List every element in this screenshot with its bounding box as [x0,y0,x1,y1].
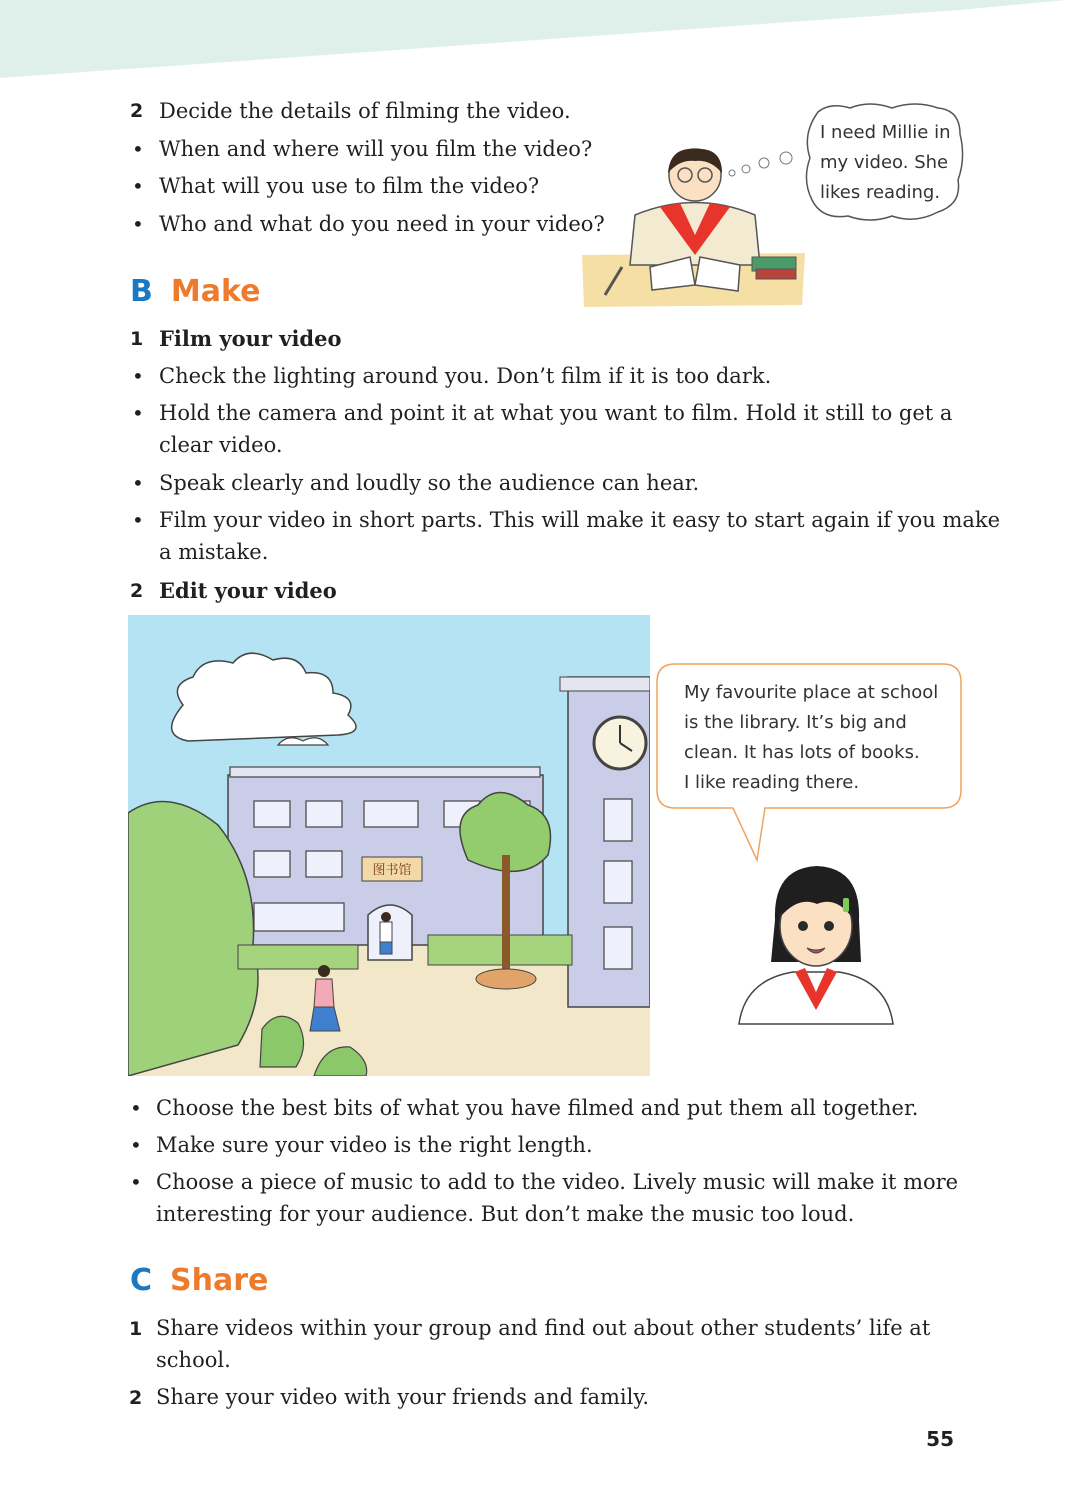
step-text: Decide the details of filming the video. [159,99,571,123]
step-title: Film your video [159,326,342,351]
step-number: 2 [130,580,144,602]
header-band [0,0,1066,80]
list-item-continuation: clear video. [159,433,283,457]
speech-line: I like reading there. [684,772,860,793]
bullet: • [132,508,144,532]
bullet: • [130,1170,142,1194]
step-text: Share your video with your friends and family. [156,1385,650,1409]
thought-line: my video. She [820,152,949,173]
section-letter: C [130,1263,153,1298]
bullet: • [132,212,144,236]
step-title: Edit your video [159,578,337,603]
list-item: What will you use to film the video? [159,174,540,198]
bullet: • [132,471,144,495]
list-item: Hold the camera and point it at what you want to film. Hold it still to get a [159,401,953,425]
list-item: Choose the best bits of what you have filmed and put them all together. [156,1096,919,1120]
list-item-continuation: interesting for your audience. But don’t make the music too loud. [156,1202,855,1226]
step-number: 2 [130,100,144,122]
list-item: Make sure your video is the right length. [156,1133,593,1157]
section-title: Make [170,274,261,309]
list-item: Check the lighting around you. Don’t film if it is too dark. [159,364,772,388]
speech-line: is the library. It’s big and [684,712,907,733]
page-number: 55 [926,1427,954,1451]
bullet: • [130,1133,142,1157]
section-title: Share [170,1263,269,1298]
list-item: Choose a piece of music to add to the video. Lively music will make it more [156,1170,959,1194]
step-number: 2 [129,1387,143,1409]
step-number: 1 [129,1318,143,1340]
bullet: • [130,1096,142,1120]
list-item: Film your video in short parts. This will make it easy to start again if you make [159,508,1001,532]
speech-line: clean. It has lots of books. [684,742,920,763]
bullet: • [132,174,144,198]
girl-illustration [735,860,897,1026]
section-letter: B [130,274,153,309]
bullet: • [132,401,144,425]
library-sign: 图书馆 [372,863,412,878]
speech-line: My favourite place at school [684,682,939,703]
step-text: Share videos within your group and find out about other students’ life at [156,1316,931,1340]
list-item: Who and what do you need in your video? [159,212,605,236]
section-heading-make [130,274,260,310]
list-item: Speak clearly and loudly so the audience can hear. [159,471,700,495]
step-number: 1 [130,328,144,350]
bullet: • [132,364,144,388]
thought-line: likes reading. [820,182,941,203]
list-item-continuation: a mistake. [159,540,269,564]
thought-bubble [820,118,960,208]
bullet: • [132,137,144,161]
speech-bubble [684,678,954,798]
step-text-continuation: school. [156,1348,231,1372]
thought-line: I need Millie in [820,122,951,143]
list-item: When and where will you film the video? [159,137,593,161]
boy-at-desk-illustration [580,145,810,310]
section-heading-share [130,1263,268,1299]
school-library-illustration [128,615,650,1076]
